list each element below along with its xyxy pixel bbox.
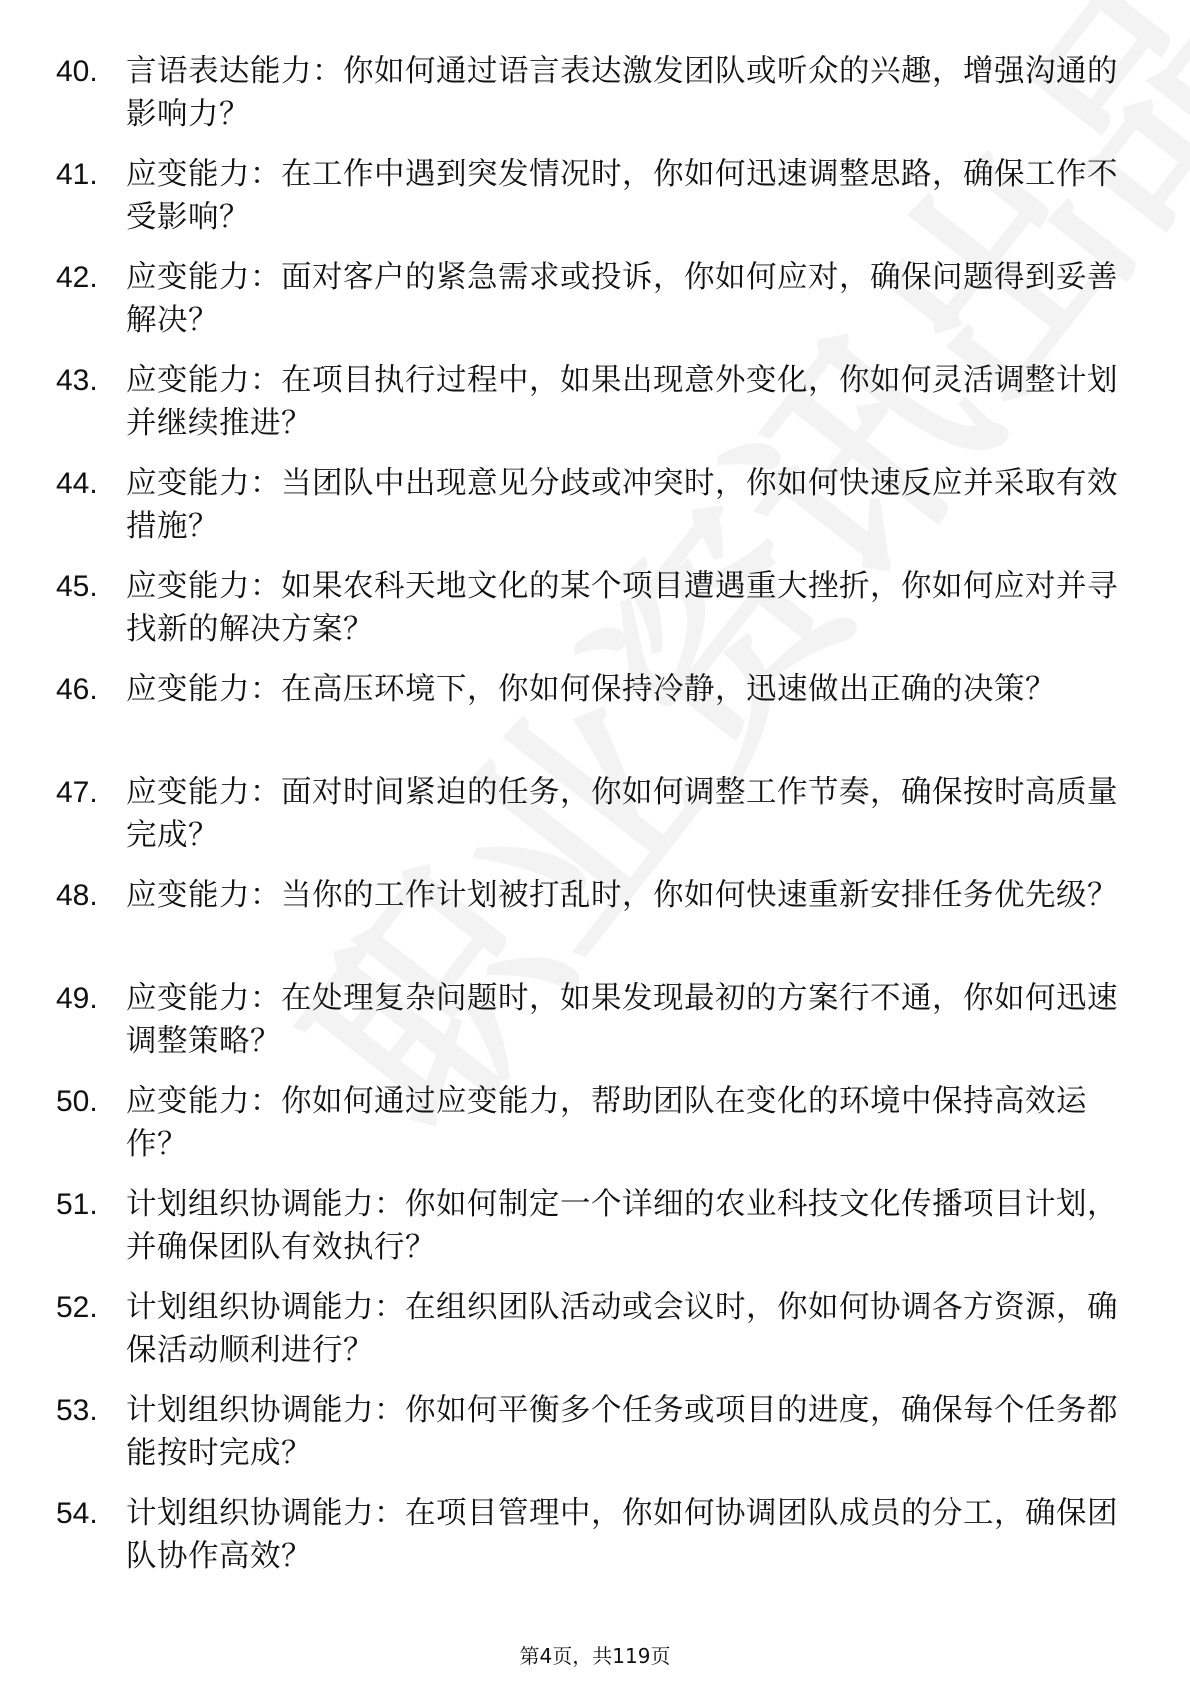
question-number: 54. bbox=[56, 1497, 98, 1530]
question-text: 应变能力：在项目执行过程中，如果出现意外变化，你如何灵活调整计划并继续推进？ bbox=[126, 363, 1118, 441]
list-item bbox=[0, 153, 1190, 256]
question-number: 46. bbox=[56, 673, 98, 706]
question-text: 应变能力：面对客户的紧急需求或投诉，你如何应对，确保问题得到妥善解决？ bbox=[126, 260, 1118, 338]
question-number: 41. bbox=[56, 158, 98, 191]
question-number: 42. bbox=[56, 261, 98, 294]
question-text: 应变能力：当团队中出现意见分歧或冲突时，你如何快速反应并采取有效措施？ bbox=[126, 466, 1118, 544]
list-item bbox=[0, 50, 1190, 153]
question-text: 计划组织协调能力：在组织团队活动或会议时，你如何协调各方资源，确保活动顺利进行？ bbox=[126, 1290, 1118, 1368]
question-text: 计划组织协调能力：你如何制定一个详细的农业科技文化传播项目计划，并确保团队有效执行？ bbox=[126, 1187, 1118, 1265]
question-number: 44. bbox=[56, 467, 98, 500]
list-item bbox=[0, 771, 1190, 874]
list-item bbox=[0, 565, 1190, 668]
question-number: 49. bbox=[56, 982, 98, 1015]
question-number: 48. bbox=[56, 879, 98, 912]
list-item bbox=[0, 874, 1190, 977]
question-text: 应变能力：面对时间紧迫的任务，你如何调整工作节奏，确保按时高质量完成？ bbox=[126, 775, 1118, 853]
question-text: 应变能力：在高压环境下，你如何保持冷静，迅速做出正确的决策？ bbox=[126, 672, 1056, 707]
question-text: 应变能力：在处理复杂问题时，如果发现最初的方案行不通，你如何迅速调整策略？ bbox=[126, 981, 1118, 1059]
question-number: 47. bbox=[56, 776, 98, 809]
list-item bbox=[0, 1389, 1190, 1492]
question-number: 45. bbox=[56, 570, 98, 603]
question-number: 51. bbox=[56, 1188, 98, 1221]
question-number: 53. bbox=[56, 1394, 98, 1427]
question-text: 应变能力：你如何通过应变能力，帮助团队在变化的环境中保持高效运作？ bbox=[126, 1084, 1087, 1162]
question-number: 43. bbox=[56, 364, 98, 397]
list-item bbox=[0, 1183, 1190, 1286]
list-item bbox=[0, 359, 1190, 462]
list-item bbox=[0, 462, 1190, 565]
question-text: 计划组织协调能力：在项目管理中，你如何协调团队成员的分工，确保团队协作高效？ bbox=[126, 1496, 1118, 1574]
list-item bbox=[0, 1492, 1190, 1595]
list-item bbox=[0, 1080, 1190, 1183]
page-footer: 第4页，共119页 bbox=[519, 1644, 671, 1668]
list-item bbox=[0, 1286, 1190, 1389]
question-number: 52. bbox=[56, 1291, 98, 1324]
list-item bbox=[0, 977, 1190, 1080]
question-text: 计划组织协调能力：你如何平衡多个任务或项目的进度，确保每个任务都能按时完成？ bbox=[126, 1393, 1118, 1471]
question-text: 应变能力：当你的工作计划被打乱时，你如何快速重新安排任务优先级？ bbox=[126, 878, 1118, 913]
question-text: 应变能力：在工作中遇到突发情况时，你如何迅速调整思路，确保工作不受影响？ bbox=[126, 157, 1118, 235]
question-text: 言语表达能力：你如何通过语言表达激发团队或听众的兴趣，增强沟通的影响力？ bbox=[126, 54, 1118, 132]
list-item bbox=[0, 256, 1190, 359]
list-item bbox=[0, 668, 1190, 771]
question-number: 50. bbox=[56, 1085, 98, 1118]
question-number: 40. bbox=[56, 55, 98, 88]
question-list bbox=[0, 50, 1190, 1595]
question-text: 应变能力：如果农科天地文化的某个项目遭遇重大挫折，你如何应对并寻找新的解决方案？ bbox=[126, 569, 1118, 647]
